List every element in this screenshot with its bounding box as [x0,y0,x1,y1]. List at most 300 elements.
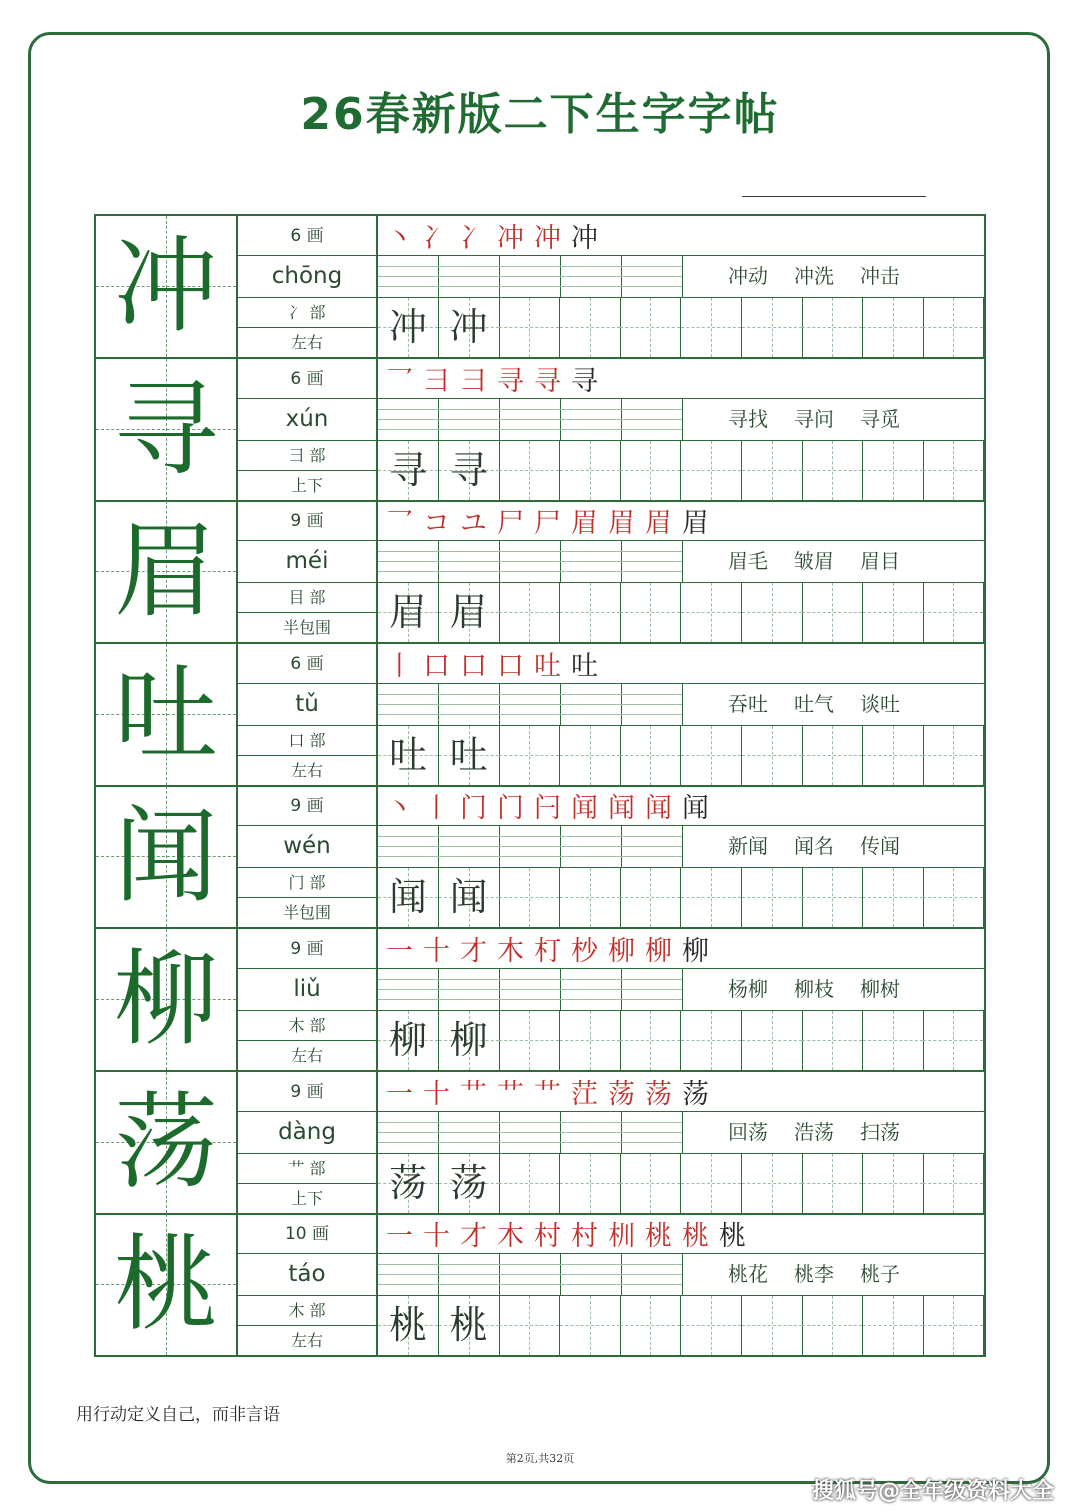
word-list [728,1254,900,1295]
guide-line [650,868,651,927]
guide-line [529,868,530,927]
guide-line [529,583,530,642]
trace-character: 眉 [388,590,427,635]
char-block [96,359,984,502]
model-character: 吐 [113,652,218,775]
practice-cell[interactable] [742,1154,803,1213]
stroke-step: 门 [460,793,487,825]
char-info [238,644,378,785]
stroke-step: 杊 [608,1221,635,1253]
practice-cell[interactable] [499,1011,560,1070]
practice-cell[interactable] [802,441,863,500]
practice-cell[interactable] [863,726,924,785]
practice-cell[interactable] [681,1296,742,1355]
practice-row [378,726,984,785]
guide-line [893,441,894,500]
practice-cell[interactable] [863,1011,924,1070]
char-info [238,501,378,642]
word: 吞吐 [728,691,768,716]
trace-character: 寻 [388,447,427,492]
guide-line [832,441,833,500]
practice-cell[interactable] [499,726,560,785]
pinyin-guide [378,429,682,430]
stroke-count: 9 画 [238,501,376,541]
practice-area [378,1072,984,1213]
stroke-step: ユ [460,508,487,540]
trace-character: 桃 [388,1303,427,1348]
word: 吐气 [794,691,834,716]
guide-line [711,726,712,785]
stroke-step: 丨 [423,793,450,825]
guide-line [953,726,954,785]
pinyin-guide [378,266,682,267]
stroke-step: 闻 [682,793,709,825]
word: 闻名 [794,834,834,859]
practice-cell[interactable] [863,583,924,642]
guide-line [650,298,651,357]
practice-cell[interactable] [439,868,500,927]
motto-text: 用行动定义自己，而非言语 [76,1405,280,1425]
guide-line [953,298,954,357]
practice-cell[interactable] [742,441,803,500]
practice-cell[interactable] [681,726,742,785]
guide-line [832,1296,833,1355]
stroke-count: 6 画 [238,216,376,256]
practice-cell[interactable] [620,298,681,357]
char-block [96,216,984,359]
pinyin-guide [378,989,682,990]
stroke-order [378,1214,984,1254]
practice-cell[interactable] [620,441,681,500]
guide-line [953,441,954,500]
stroke-step: 闻 [571,793,598,825]
practice-cell[interactable] [681,583,742,642]
guide-line [772,1154,773,1213]
trace-character: 吐 [449,732,488,777]
pinyin-guide [378,1264,682,1265]
char-block [96,1214,984,1357]
radical: 门 部 [238,868,376,898]
practice-cell[interactable] [681,298,742,357]
stroke-step: 彐 [423,365,450,397]
pinyin: dàng [238,1112,376,1154]
stroke-step: 寻 [534,365,561,397]
stroke-step: 冲 [571,223,598,254]
stroke-step: 柳 [645,936,672,967]
word: 寻觅 [860,406,900,431]
guide-line [893,1154,894,1213]
practice-cell[interactable] [560,1011,621,1070]
guide-line [893,298,894,357]
word: 回荡 [728,1119,768,1144]
guide-line [893,868,894,927]
practice-row [378,1154,984,1213]
word: 寻找 [728,406,768,431]
model-char-cell [96,501,238,642]
guide-line [529,298,530,357]
practice-cell[interactable] [742,1011,803,1070]
stroke-step: 闩 [534,793,561,825]
name-line [742,196,926,197]
trace-character: 荡 [449,1160,488,1205]
model-char-cell [96,1214,238,1355]
practice-cell[interactable] [560,583,621,642]
practice-cell[interactable] [439,298,500,357]
stroke-step: 木 [497,936,524,967]
structure: 左右 [290,333,323,352]
practice-cell[interactable] [499,298,560,357]
practice-cell[interactable] [499,1296,560,1355]
structure: 半包围 [282,903,331,923]
stroke-step: 冫 [460,223,487,254]
practice-cell[interactable] [742,1296,803,1355]
practice-cell[interactable] [620,1011,681,1070]
guide-line [711,1296,712,1355]
word: 桃李 [794,1262,834,1287]
practice-cell[interactable] [560,298,621,357]
practice-cell[interactable] [620,868,681,927]
pinyin: xún [238,399,376,441]
practice-cell[interactable] [802,1011,863,1070]
stroke-step: コ [423,508,450,540]
guide-line [772,298,773,357]
practice-cell[interactable] [499,583,560,642]
stroke-step: 柳 [682,936,709,967]
char-block [96,786,984,929]
practice-cell[interactable] [863,868,924,927]
char-info [238,929,378,1070]
guide-line [953,1296,954,1355]
radical: 口 部 [238,726,376,756]
practice-cell[interactable] [560,441,621,500]
model-character: 寻 [113,367,218,490]
pinyin-row [378,541,984,583]
stroke-step: 柳 [608,936,635,967]
practice-cell[interactable] [499,868,560,927]
pinyin-row [378,399,984,441]
word-list [728,826,900,867]
stroke-step: 尸 [497,508,524,540]
stroke-step: 桃 [719,1221,746,1253]
stroke-order [378,929,984,969]
practice-cell[interactable] [439,441,500,500]
practice-cell[interactable] [742,583,803,642]
trace-character: 寻 [449,447,488,492]
guide-line [832,298,833,357]
practice-area [378,359,984,500]
practice-cell[interactable] [802,1154,863,1213]
practice-cell[interactable] [681,1011,742,1070]
practice-cell[interactable] [439,726,500,785]
model-char-cell [96,359,238,500]
practice-cell[interactable] [742,868,803,927]
practice-area [378,501,984,642]
structure: 半包围 [282,618,331,638]
stroke-step: 桃 [682,1221,709,1253]
practice-cell[interactable] [499,441,560,500]
guide-line [953,868,954,927]
stroke-step: 丨 [386,650,413,682]
stroke-step: 才 [460,936,487,967]
stroke-step: 十 [423,1078,450,1110]
stroke-count: 6 画 [238,359,376,399]
practice-cell[interactable] [560,1296,621,1355]
guide-line [711,298,712,357]
pinyin-guide [378,1284,682,1285]
pinyin-guide [378,714,682,715]
word: 皱眉 [794,549,834,574]
pinyin-guide [378,571,682,572]
practice-area [378,644,984,785]
stroke-step: 荡 [682,1078,709,1110]
stroke-step: 村 [534,1221,561,1253]
word: 桃花 [728,1262,768,1287]
trace-character: 冲 [388,305,427,349]
practice-cell[interactable] [439,1154,500,1213]
pinyin: wén [238,826,376,868]
word: 新闻 [728,834,768,859]
pinyin-guide [378,276,682,277]
practice-row [378,583,984,642]
guide-line [529,1296,530,1355]
char-info [238,359,378,500]
stroke-step: 眉 [645,508,672,540]
practice-cell[interactable] [742,726,803,785]
pinyin-guide [378,1142,682,1143]
word: 眉目 [860,549,900,574]
guide-line [772,583,773,642]
guide-line [590,441,591,500]
practice-cell[interactable] [681,868,742,927]
guide-line [529,1011,530,1070]
stroke-step: 乛 [386,365,413,397]
practice-cell[interactable] [378,1011,439,1070]
practice-cell[interactable] [560,868,621,927]
practice-cell[interactable] [802,298,863,357]
guide-line [590,583,591,642]
practice-cell[interactable] [863,441,924,500]
guide-line [650,1296,651,1355]
practice-cell[interactable] [802,868,863,927]
stroke-step: 冲 [497,223,524,254]
pinyin-guide [378,409,682,410]
guide-line [650,441,651,500]
trace-character: 柳 [449,1018,488,1062]
guide-line [650,1154,651,1213]
practice-cell[interactable] [923,441,984,500]
practice-area [378,929,984,1070]
char-info [238,1072,378,1213]
practice-cell[interactable] [378,583,439,642]
word-list [728,541,900,582]
pinyin-guide [378,286,682,287]
practice-grid [94,214,986,1357]
stroke-step: 十 [423,936,450,967]
char-block [96,929,984,1072]
pinyin-guide [378,694,682,695]
model-character: 桃 [113,1223,218,1346]
practice-cell[interactable] [439,1011,500,1070]
practice-cell[interactable] [620,1154,681,1213]
guide-line [711,868,712,927]
guide-line [953,583,954,642]
guide-line [590,868,591,927]
trace-character: 闻 [449,875,488,920]
structure: 左右 [290,1331,323,1351]
pinyin-guide [378,999,682,1000]
guide-line [590,298,591,357]
practice-cell[interactable] [620,726,681,785]
char-block [96,1072,984,1215]
trace-character: 荡 [388,1160,427,1205]
word-list [728,399,900,440]
stroke-step: 口 [423,650,450,682]
practice-cell[interactable] [802,583,863,642]
practice-cell[interactable] [923,298,984,357]
stroke-step: 口 [460,650,487,682]
practice-cell[interactable] [499,1154,560,1213]
stroke-step: 一 [386,1221,413,1253]
stroke-step: 眉 [682,508,709,540]
practice-cell[interactable] [378,441,439,500]
stroke-step: 丶 [386,223,413,254]
stroke-step: 十 [423,1221,450,1253]
radical: 目 部 [238,583,376,613]
guide-line [772,1011,773,1070]
practice-cell[interactable] [863,1154,924,1213]
stroke-step: 朾 [534,936,561,967]
practice-cell[interactable] [923,583,984,642]
stroke-step: 艹 [460,1078,487,1110]
char-block [96,644,984,787]
practice-cell[interactable] [681,1154,742,1213]
practice-cell[interactable] [378,868,439,927]
guide-line [529,441,530,500]
word-list [728,1112,900,1153]
pinyin-guide [378,1274,682,1275]
guide-line [953,1011,954,1070]
practice-cell[interactable] [439,1296,500,1355]
trace-character: 桃 [449,1303,488,1348]
practice-area [378,216,984,357]
guide-line [590,726,591,785]
pinyin-guide [378,419,682,420]
practice-cell[interactable] [923,868,984,927]
practice-cell[interactable] [681,441,742,500]
practice-cell[interactable] [560,726,621,785]
model-character: 冲 [113,225,218,347]
stroke-step: 寻 [571,365,598,397]
pinyin: chōng [238,256,376,298]
guide-line [772,1296,773,1355]
practice-cell[interactable] [923,1154,984,1213]
stroke-step: 彐 [460,365,487,397]
practice-area [378,1214,984,1355]
practice-cell[interactable] [378,726,439,785]
stroke-step: 尸 [534,508,561,540]
stroke-step: 艹 [497,1078,524,1110]
page-title: 26春新版二下生字字帖 [300,89,780,140]
stroke-order [378,359,984,399]
practice-row [378,1296,984,1355]
char-info [238,1214,378,1355]
pinyin-guide [378,704,682,705]
practice-cell[interactable] [863,1296,924,1355]
practice-cell[interactable] [923,1011,984,1070]
stroke-step: 一 [386,936,413,967]
watermark: 搜狐号@全年级资料大全 [811,1479,1054,1504]
guide-line [893,726,894,785]
practice-cell[interactable] [923,1296,984,1355]
pinyin-guide [378,836,682,837]
radical: 木 部 [238,1011,376,1041]
word: 冲动 [728,264,768,288]
practice-cell[interactable] [560,1154,621,1213]
pinyin-row [378,256,984,298]
stroke-step: 门 [497,793,524,825]
radical: 木 部 [238,1296,376,1326]
stroke-step: 口 [497,650,524,682]
practice-cell[interactable] [439,583,500,642]
practice-row [378,1011,984,1070]
word-list [728,969,900,1010]
guide-line [832,868,833,927]
pinyin-guide [378,1132,682,1133]
practice-cell[interactable] [620,583,681,642]
model-character: 眉 [113,510,218,633]
pinyin-row [378,1112,984,1154]
practice-cell[interactable] [923,726,984,785]
stroke-step: 桃 [645,1221,672,1253]
guide-line [650,726,651,785]
page-number: 第2页,共32页 [505,1452,575,1465]
practice-cell[interactable] [620,1296,681,1355]
pinyin-row [378,684,984,726]
pinyin-guide [378,1122,682,1123]
guide-line [590,1154,591,1213]
stroke-order [378,1072,984,1112]
model-char-cell [96,644,238,785]
practice-cell[interactable] [802,1296,863,1355]
practice-cell[interactable] [378,1296,439,1355]
practice-cell[interactable] [378,1154,439,1213]
pinyin: liǔ [238,969,376,1011]
word: 传闻 [860,834,900,859]
practice-cell[interactable] [802,726,863,785]
stroke-step: 艹 [534,1078,561,1110]
guide-line [529,1154,530,1213]
practice-cell[interactable] [742,298,803,357]
stroke-step: 眉 [571,508,598,540]
word: 浩荡 [794,1119,834,1144]
practice-cell[interactable] [863,298,924,357]
radical: 艹 部 [238,1154,376,1184]
word: 冲击 [860,264,900,288]
practice-cell[interactable] [378,298,439,357]
structure: 左右 [290,760,323,780]
stroke-step: 冫 [423,223,450,254]
guide-line [711,441,712,500]
char-block [96,501,984,644]
practice-row [378,868,984,927]
stroke-step: 村 [571,1221,598,1253]
stroke-step: 吐 [571,650,598,682]
guide-line [893,583,894,642]
guide-line [832,1011,833,1070]
stroke-order [378,786,984,826]
structure: 上下 [290,1188,323,1208]
stroke-order [378,644,984,684]
